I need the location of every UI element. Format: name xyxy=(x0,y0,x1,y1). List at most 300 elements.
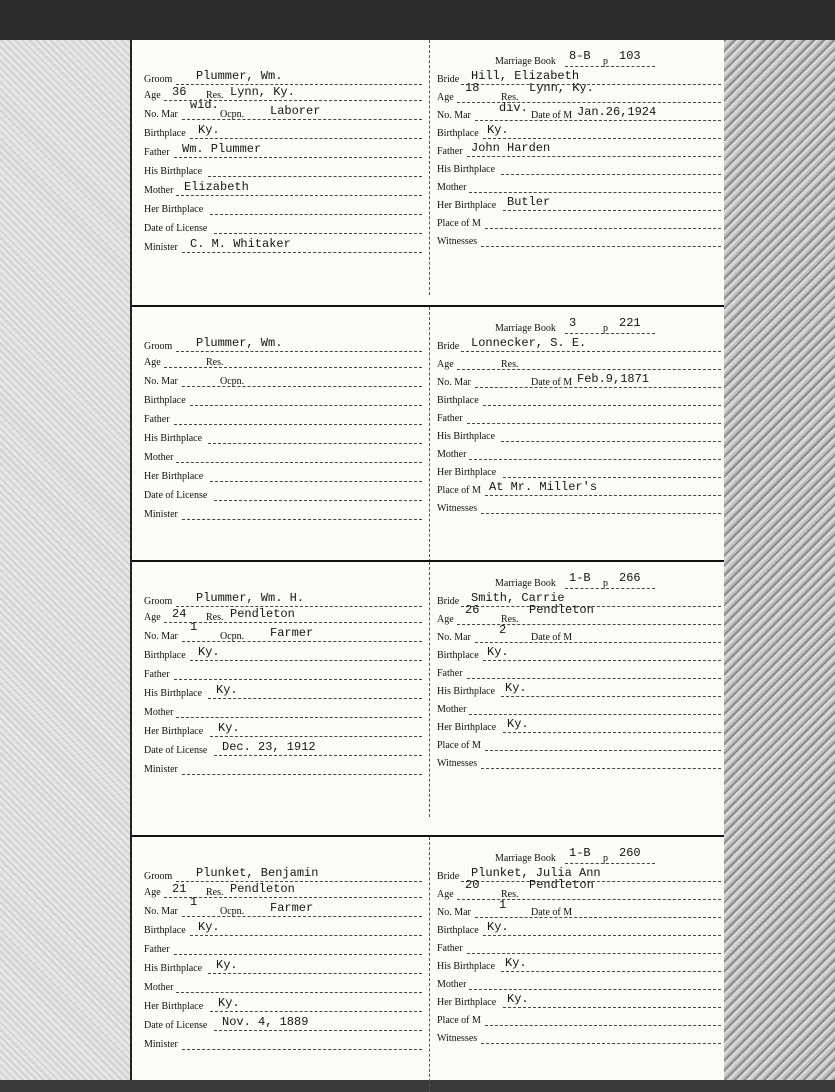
groom-birthplace xyxy=(144,920,422,939)
bride-birthplace-line xyxy=(483,935,721,936)
bride-his-birthplace-line xyxy=(501,696,721,697)
groom-father-label: Father xyxy=(144,669,170,680)
groom-name xyxy=(144,336,422,355)
groom-his-birthplace xyxy=(144,958,422,977)
bride-witnesses xyxy=(437,501,721,517)
groom-age-value: 24 xyxy=(172,607,187,621)
bride-no-mar-date xyxy=(437,101,721,124)
groom-his-birthplace-label: His Birthplace xyxy=(144,688,203,699)
groom-name-line xyxy=(176,606,422,607)
groom-his-birthplace-line xyxy=(208,443,422,444)
groom-res-label: Res. xyxy=(206,357,224,368)
bride-date-of-m-label: Date of M xyxy=(531,632,573,643)
scan-left-margin xyxy=(0,40,130,1080)
bride-date-of-m-label: Date of M xyxy=(531,110,573,121)
marriage-book-value: 1-B xyxy=(569,846,591,860)
groom-father-line xyxy=(174,679,422,680)
groom-no-mar-value: 1 xyxy=(190,620,198,634)
bride-no-mar-date xyxy=(437,372,721,391)
bride-father xyxy=(437,941,721,957)
groom-his-birthplace-line xyxy=(208,698,422,699)
bride-birthplace-line xyxy=(483,405,721,406)
groom-mother xyxy=(144,705,422,721)
groom-birthplace-line xyxy=(190,405,422,406)
bride-no-mar-line xyxy=(475,387,721,388)
bride-name-label: Bride xyxy=(437,74,460,85)
groom-res-label: Res. xyxy=(206,887,224,898)
groom-ocpn-label: Ocpn. xyxy=(220,109,245,120)
groom-date-of-license xyxy=(144,221,422,237)
groom-res-label: Res. xyxy=(206,612,224,623)
marriage-record xyxy=(132,835,724,1092)
groom-no-mar-value: wid. xyxy=(190,98,219,112)
groom-no-mar-label: No. Mar xyxy=(144,631,178,642)
bride-name-value: Hill, Elizabeth xyxy=(471,69,580,83)
groom-res-value: Lynn, Ky. xyxy=(230,85,295,99)
bride-no-mar-value: 2 xyxy=(499,623,507,637)
bride-birthplace-line xyxy=(483,660,721,661)
bride-age-res xyxy=(437,603,721,628)
marriage-book-line xyxy=(565,588,655,589)
bride-her-birthplace-line xyxy=(503,477,721,478)
groom-name-label: Groom xyxy=(144,341,173,352)
bride-date-of-m-label: Date of M xyxy=(531,907,573,918)
bride-mother-label: Mother xyxy=(437,449,467,460)
bride-age-line xyxy=(457,102,721,103)
marriage-book-label: Marriage Book xyxy=(495,323,556,334)
groom-date-of-license-label: Date of License xyxy=(144,223,208,234)
groom-age-line xyxy=(164,367,422,368)
bride-place-of-m-label: Place of M xyxy=(437,1015,481,1026)
groom-age-line xyxy=(164,897,422,898)
groom-date-of-license-line xyxy=(214,1030,422,1031)
groom-her-birthplace-line xyxy=(210,1011,422,1012)
bride-date-of-m-value: Jan.26,1924 xyxy=(577,105,657,119)
scan-top-border xyxy=(0,0,835,40)
bride-birthplace-label: Birthplace xyxy=(437,650,479,661)
groom-res-value: Pendleton xyxy=(230,882,295,896)
groom-his-birthplace xyxy=(144,164,422,180)
groom-no-mar-ocpn xyxy=(144,620,422,645)
groom-minister xyxy=(144,507,422,523)
bride-place-of-m-line xyxy=(485,1025,721,1026)
groom-her-birthplace-value: Ky. xyxy=(218,721,240,735)
bride-mother-label: Mother xyxy=(437,182,467,193)
bride-his-birthplace xyxy=(437,956,721,975)
bride-his-birthplace-label: His Birthplace xyxy=(437,961,496,972)
groom-age-value: 21 xyxy=(172,882,187,896)
groom-minister-label: Minister xyxy=(144,764,178,775)
bride-mother xyxy=(437,702,721,718)
groom-his-birthplace-label: His Birthplace xyxy=(144,963,203,974)
bride-res-label: Res. xyxy=(501,614,519,625)
groom-minister-label: Minister xyxy=(144,509,178,520)
groom-no-mar-line xyxy=(182,641,422,642)
bride-place-of-m-line xyxy=(485,750,721,751)
bride-her-birthplace xyxy=(437,992,721,1011)
groom-father xyxy=(144,667,422,683)
bride-father xyxy=(437,411,721,427)
groom-ocpn-label: Ocpn. xyxy=(220,376,245,387)
groom-birthplace-label: Birthplace xyxy=(144,650,186,661)
groom-mother-label: Mother xyxy=(144,707,174,718)
groom-age-res xyxy=(144,882,422,901)
groom-ocpn-label: Ocpn. xyxy=(220,906,245,917)
bride-his-birthplace xyxy=(437,681,721,700)
groom-father-value: Wm. Plummer xyxy=(182,142,262,156)
bride-mother-line xyxy=(469,459,721,460)
groom-birthplace-line xyxy=(190,138,422,139)
bride-witnesses xyxy=(437,1031,721,1047)
bride-age-label: Age xyxy=(437,359,454,370)
bride-place-of-m xyxy=(437,216,721,232)
bride-his-birthplace xyxy=(437,162,721,178)
bride-mother xyxy=(437,447,721,463)
bride-age-value: 18 xyxy=(465,81,480,95)
marriage-book-page: 260 xyxy=(619,846,641,860)
groom-age-label: Age xyxy=(144,612,161,623)
bride-mother-label: Mother xyxy=(437,979,467,990)
groom-birthplace xyxy=(144,393,422,409)
groom-mother-line xyxy=(176,992,422,993)
groom-minister-label: Minister xyxy=(144,242,178,253)
groom-father-line xyxy=(174,424,422,425)
groom-birthplace-value: Ky. xyxy=(198,920,220,934)
bride-age-line xyxy=(457,899,721,900)
groom-father-line xyxy=(174,157,422,158)
bride-his-birthplace-label: His Birthplace xyxy=(437,686,496,697)
groom-name-line xyxy=(176,881,422,882)
groom-his-birthplace-label: His Birthplace xyxy=(144,433,203,444)
bride-no-mar-label: No. Mar xyxy=(437,377,471,388)
marriage-book-label: Marriage Book xyxy=(495,578,556,589)
bride-no-mar-line xyxy=(475,917,721,918)
bride-her-birthplace-line xyxy=(503,210,721,211)
bride-age-value: 26 xyxy=(465,603,480,617)
groom-minister xyxy=(144,237,422,256)
groom-birthplace xyxy=(144,645,422,664)
groom-her-birthplace-value: Ky. xyxy=(218,996,240,1010)
bride-date-of-m-label: Date of M xyxy=(531,377,573,388)
bride-witnesses-line xyxy=(481,1043,721,1044)
groom-mother-line xyxy=(176,717,422,718)
marriage-record xyxy=(132,40,724,295)
groom-father-label: Father xyxy=(144,944,170,955)
bride-res-label: Res. xyxy=(501,359,519,370)
bride-father xyxy=(437,141,721,160)
groom-age-res xyxy=(144,355,422,371)
bride-place-of-m-value: At Mr. Miller's xyxy=(489,480,598,494)
bride-father xyxy=(437,666,721,682)
groom-date-of-license-label: Date of License xyxy=(144,490,208,501)
groom-her-birthplace-label: Her Birthplace xyxy=(144,726,204,737)
bride-name-value: Smith, Carrie xyxy=(471,591,565,605)
bride-witnesses-line xyxy=(481,513,721,514)
bride-witnesses-label: Witnesses xyxy=(437,236,478,247)
bride-res-label: Res. xyxy=(501,92,519,103)
groom-name-label: Groom xyxy=(144,74,173,85)
bride-father-line xyxy=(467,156,721,157)
groom-name-line xyxy=(176,84,422,85)
bride-her-birthplace xyxy=(437,195,721,214)
groom-minister-line xyxy=(182,252,422,253)
groom-name-line xyxy=(176,351,422,352)
groom-age-res xyxy=(144,85,422,104)
marriage-book-page: 103 xyxy=(619,49,641,63)
groom-name-label: Groom xyxy=(144,871,173,882)
groom-mother xyxy=(144,180,422,199)
bride-father-value: John Harden xyxy=(471,141,551,155)
groom-name-value: Plummer, Wm. xyxy=(196,336,283,350)
groom-mother-value: Elizabeth xyxy=(184,180,249,194)
groom-her-birthplace-label: Her Birthplace xyxy=(144,1001,204,1012)
bride-age-label: Age xyxy=(437,889,454,900)
bride-her-birthplace-label: Her Birthplace xyxy=(437,997,497,1008)
groom-date-of-license-line xyxy=(214,233,422,234)
bride-mother-line xyxy=(469,989,721,990)
groom-father xyxy=(144,142,422,161)
groom-res-value: Pendleton xyxy=(230,607,295,621)
groom-no-mar-label: No. Mar xyxy=(144,109,178,120)
groom-her-birthplace-label: Her Birthplace xyxy=(144,471,204,482)
bride-father-line xyxy=(467,953,721,954)
groom-date-of-license xyxy=(144,1015,422,1034)
bride-his-birthplace-label: His Birthplace xyxy=(437,431,496,442)
groom-ocpn-value: Farmer xyxy=(270,626,314,640)
bride-res-value: Lynn, Ky. xyxy=(529,81,594,95)
bride-mother xyxy=(437,180,721,196)
bride-no-mar-label: No. Mar xyxy=(437,110,471,121)
groom-age-label: Age xyxy=(144,357,161,368)
bride-age-line xyxy=(457,624,721,625)
groom-age-res xyxy=(144,607,422,626)
bride-birthplace xyxy=(437,645,721,664)
groom-her-birthplace xyxy=(144,469,422,485)
bride-birthplace xyxy=(437,920,721,939)
bride-place-of-m xyxy=(437,738,721,754)
bride-res-value: Pendleton xyxy=(529,878,594,892)
bride-res-label: Res. xyxy=(501,889,519,900)
groom-minister-value: C. M. Whitaker xyxy=(190,237,291,251)
groom-name-value: Plummer, Wm. xyxy=(196,69,283,83)
marriage-record xyxy=(132,560,724,817)
bride-witnesses-label: Witnesses xyxy=(437,503,478,514)
bride-his-birthplace-label: His Birthplace xyxy=(437,164,496,175)
column-divider xyxy=(429,307,430,562)
bride-res-value: Pendleton xyxy=(529,603,594,617)
groom-no-mar-line xyxy=(182,916,422,917)
groom-date-of-license-line xyxy=(214,500,422,501)
groom-minister xyxy=(144,762,422,778)
marriage-book-value: 8-B xyxy=(569,49,591,63)
bride-father-label: Father xyxy=(437,668,463,679)
bride-birthplace-value: Ky. xyxy=(487,920,509,934)
groom-date-of-license xyxy=(144,488,422,504)
marriage-book-p-label: p xyxy=(603,323,608,334)
bride-her-birthplace-label: Her Birthplace xyxy=(437,200,497,211)
bride-no-mar-date xyxy=(437,623,721,646)
groom-name-value: Plunket, Benjamin xyxy=(196,866,319,880)
bride-mother-line xyxy=(469,192,721,193)
bride-age-label: Age xyxy=(437,614,454,625)
groom-birthplace-label: Birthplace xyxy=(144,925,186,936)
groom-minister-line xyxy=(182,774,422,775)
bride-mother-label: Mother xyxy=(437,704,467,715)
groom-no-mar-ocpn xyxy=(144,895,422,920)
groom-no-mar-line xyxy=(182,386,422,387)
bride-father-label: Father xyxy=(437,413,463,424)
marriage-book-page: 266 xyxy=(619,571,641,585)
bride-age-value: 20 xyxy=(465,878,480,892)
groom-no-mar-label: No. Mar xyxy=(144,376,178,387)
marriage-book-line xyxy=(565,863,655,864)
marriage-book-page: 221 xyxy=(619,316,641,330)
record-sheet xyxy=(130,40,724,1080)
bride-place-of-m-label: Place of M xyxy=(437,485,481,496)
bride-father-label: Father xyxy=(437,146,463,157)
groom-no-mar-ocpn xyxy=(144,374,422,390)
groom-birthplace-value: Ky. xyxy=(198,645,220,659)
bride-birthplace-value: Ky. xyxy=(487,123,509,137)
bride-her-birthplace xyxy=(437,717,721,736)
groom-his-birthplace-line xyxy=(208,973,422,974)
groom-minister-line xyxy=(182,1049,422,1050)
groom-age-line xyxy=(164,622,422,623)
bride-place-of-m-label: Place of M xyxy=(437,218,481,229)
groom-no-mar-line xyxy=(182,119,422,120)
bride-no-mar-value: 1 xyxy=(499,898,507,912)
groom-no-mar-label: No. Mar xyxy=(144,906,178,917)
groom-birthplace-line xyxy=(190,935,422,936)
bride-witnesses-label: Witnesses xyxy=(437,758,478,769)
bride-her-birthplace-value: Ky. xyxy=(507,992,529,1006)
groom-his-birthplace-value: Ky. xyxy=(216,683,238,697)
bride-name-line xyxy=(461,351,721,352)
bride-age-label: Age xyxy=(437,92,454,103)
groom-birthplace-label: Birthplace xyxy=(144,395,186,406)
groom-father-label: Father xyxy=(144,147,170,158)
groom-her-birthplace-label: Her Birthplace xyxy=(144,204,204,215)
groom-her-birthplace-line xyxy=(210,736,422,737)
groom-birthplace-label: Birthplace xyxy=(144,128,186,139)
bride-her-birthplace-line xyxy=(503,732,721,733)
groom-mother-line xyxy=(176,195,422,196)
column-divider xyxy=(429,837,430,1092)
bride-birthplace-label: Birthplace xyxy=(437,925,479,936)
groom-ocpn-value: Laborer xyxy=(270,104,321,118)
column-divider xyxy=(429,40,430,295)
groom-mother-label: Mother xyxy=(144,452,174,463)
marriage-book-label: Marriage Book xyxy=(495,56,556,67)
groom-her-birthplace xyxy=(144,996,422,1015)
groom-father xyxy=(144,942,422,958)
groom-father-label: Father xyxy=(144,414,170,425)
bride-no-mar-date xyxy=(437,898,721,921)
groom-age-value: 36 xyxy=(172,85,187,99)
bride-his-birthplace-value: Ky. xyxy=(505,956,527,970)
bride-father-line xyxy=(467,423,721,424)
groom-her-birthplace xyxy=(144,721,422,740)
groom-date-of-license-value: Dec. 23, 1912 xyxy=(222,740,316,754)
bride-place-of-m-label: Place of M xyxy=(437,740,481,751)
bride-his-birthplace-line xyxy=(501,441,721,442)
groom-his-birthplace xyxy=(144,431,422,447)
bride-witnesses-line xyxy=(481,768,721,769)
groom-minister-label: Minister xyxy=(144,1039,178,1050)
groom-date-of-license-label: Date of License xyxy=(144,1020,208,1031)
groom-ocpn-value: Farmer xyxy=(270,901,314,915)
bride-witnesses-line xyxy=(481,246,721,247)
marriage-book-value: 1-B xyxy=(569,571,591,585)
groom-date-of-license-line xyxy=(214,755,422,756)
groom-her-birthplace xyxy=(144,202,422,218)
bride-no-mar-value: div. xyxy=(499,101,528,115)
bride-her-birthplace-label: Her Birthplace xyxy=(437,467,497,478)
bride-birthplace-value: Ky. xyxy=(487,645,509,659)
bride-place-of-m-line xyxy=(485,228,721,229)
groom-mother xyxy=(144,980,422,996)
groom-birthplace-line xyxy=(190,660,422,661)
bride-mother-line xyxy=(469,714,721,715)
bride-father-label: Father xyxy=(437,943,463,954)
groom-his-birthplace-label: His Birthplace xyxy=(144,166,203,177)
groom-his-birthplace xyxy=(144,683,422,702)
groom-her-birthplace-line xyxy=(210,481,422,482)
scan-right-margin xyxy=(722,40,835,1080)
groom-minister-line xyxy=(182,519,422,520)
groom-mother xyxy=(144,450,422,466)
marriage-book-value: 3 xyxy=(569,316,577,330)
groom-age-label: Age xyxy=(144,887,161,898)
groom-date-of-license xyxy=(144,740,422,759)
bride-place-of-m xyxy=(437,1013,721,1029)
bride-birthplace-label: Birthplace xyxy=(437,395,479,406)
marriage-book-line xyxy=(565,66,655,67)
bride-name-label: Bride xyxy=(437,596,460,607)
groom-res-label: Res. xyxy=(206,90,224,101)
bride-name-label: Bride xyxy=(437,871,460,882)
groom-mother-label: Mother xyxy=(144,185,174,196)
marriage-book-p-label: p xyxy=(603,56,608,67)
bride-age-line xyxy=(457,369,721,370)
bride-his-birthplace-value: Ky. xyxy=(505,681,527,695)
groom-his-birthplace-line xyxy=(208,176,422,177)
bride-place-of-m-line xyxy=(485,495,721,496)
groom-his-birthplace-value: Ky. xyxy=(216,958,238,972)
bride-father-line xyxy=(467,678,721,679)
bride-age-res xyxy=(437,878,721,903)
groom-minister xyxy=(144,1037,422,1053)
bride-place-of-m xyxy=(437,480,721,499)
bride-mother xyxy=(437,977,721,993)
groom-no-mar-value: 1 xyxy=(190,895,198,909)
bride-her-birthplace-label: Her Birthplace xyxy=(437,722,497,733)
groom-name-label: Groom xyxy=(144,596,173,607)
bride-no-mar-line xyxy=(475,120,721,121)
groom-birthplace xyxy=(144,123,422,142)
column-divider xyxy=(429,562,430,817)
bride-witnesses xyxy=(437,756,721,772)
marriage-book-line xyxy=(565,333,655,334)
groom-age-label: Age xyxy=(144,90,161,101)
marriage-book-p-label: p xyxy=(603,853,608,864)
bride-her-birthplace-value: Butler xyxy=(507,195,551,209)
groom-father-line xyxy=(174,954,422,955)
bride-her-birthplace-line xyxy=(503,1007,721,1008)
bride-his-birthplace-line xyxy=(501,174,721,175)
bride-name xyxy=(437,336,721,355)
groom-mother-label: Mother xyxy=(144,982,174,993)
